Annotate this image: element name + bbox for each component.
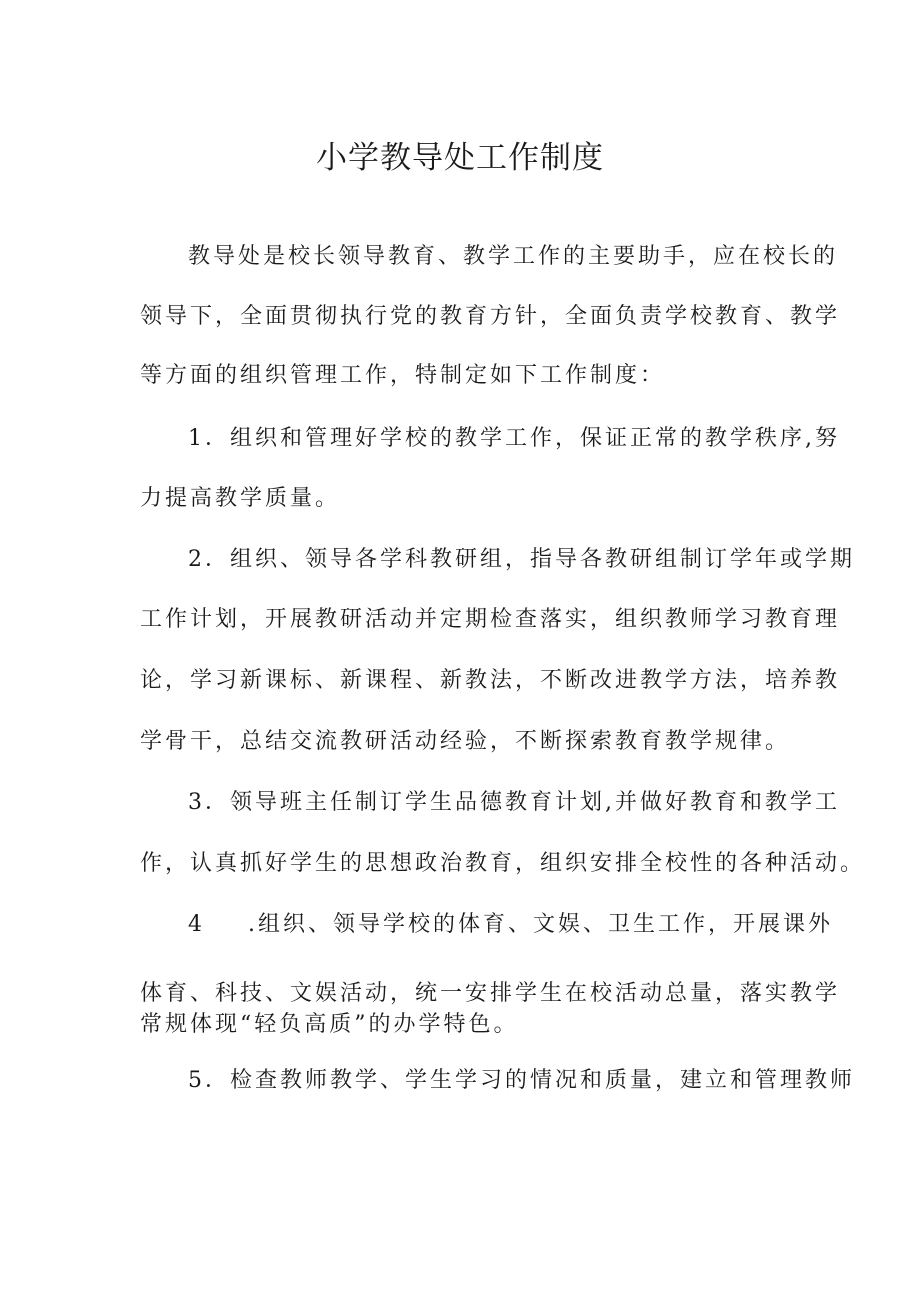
item-2-line: 论，学习新课标、新课程、新教法，不断改进教学方法，培养教 [140, 668, 841, 693]
item-2-line: 工作计划，开展教研活动并定期检查落实，组织教师学习教育理 [140, 607, 841, 632]
item-1-line: 1．组织和管理好学校的教学工作，保证正常的教学秩序,努 [188, 426, 840, 451]
item-3-line: 作，认真抓好学生的思想政治教育，组织安排全校性的各种活动。 [140, 851, 866, 876]
paragraph-line: 等方面的组织管理工作，特制定如下工作制度： [140, 363, 666, 388]
item-3-line: 3．领导班主任制订学生品德教育计划,并做好教育和教学工 [188, 790, 840, 815]
item-2-line: 2．组织、领导各学科教研组，指导各教研组制订学年或学期 [188, 547, 855, 572]
item-5-line: 5．检查教师教学、学生学习的情况和质量，建立和管理教师 [188, 1068, 855, 1093]
item-2-line: 学骨干，总结交流教研活动经验，不断探索教育教学规律。 [140, 729, 791, 754]
item-4-line: .组织、领导学校的体育、文娱、卫生工作，开展课外 [248, 912, 833, 937]
paragraph-line: 领导下，全面贯彻执行党的教育方针，全面负责学校教育、教学 [140, 304, 841, 329]
paragraph-line: 教导处是校长领导教育、教学工作的主要助手，应在校长的 [188, 244, 839, 269]
item-1-line: 力提高教学质量。 [140, 486, 341, 511]
item-4-line: 常规体现“轻负高质”的办学特色。 [140, 1012, 519, 1037]
item-4-line: 体育、科技、文娱活动，统一安排学生在校活动总量，落实教学 [140, 981, 841, 1006]
page-title: 小学教导处工作制度 [316, 140, 604, 176]
item-4-number: 4 [188, 912, 205, 937]
